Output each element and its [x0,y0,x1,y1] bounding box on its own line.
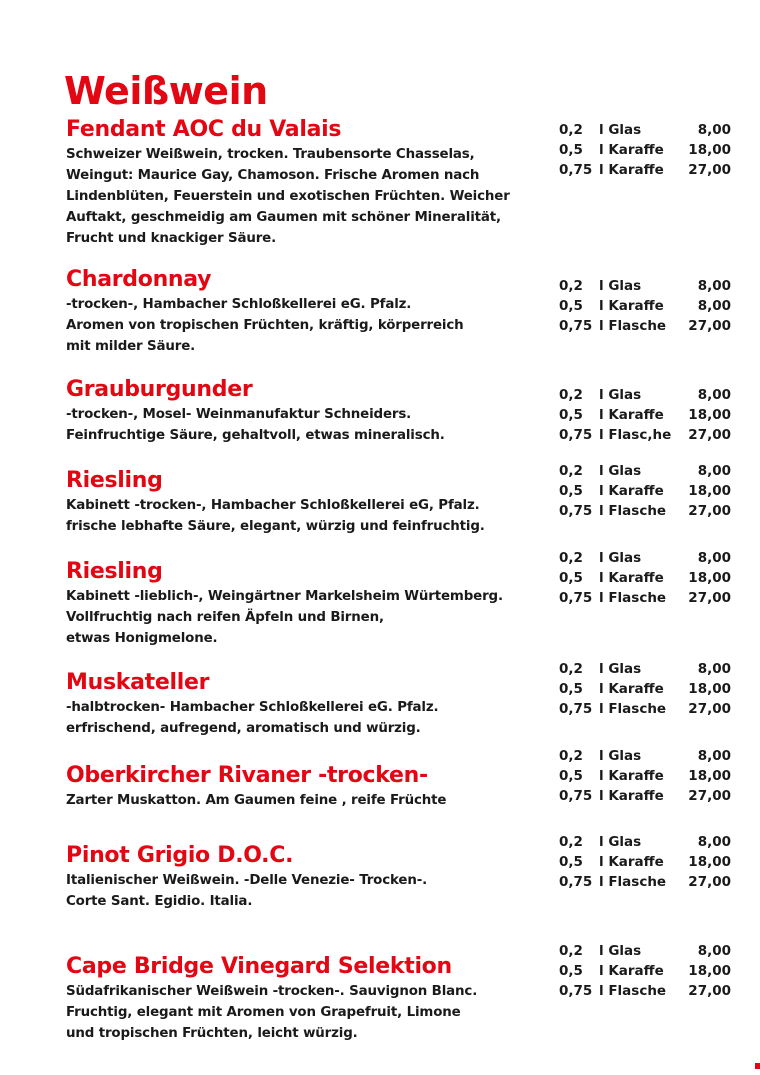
serving-unit: l Karaffe [599,142,664,158]
serving-unit: l Flasche [599,983,667,999]
price-row [559,852,734,872]
serving-unit: l Flasche [599,503,667,519]
wine-entry [66,762,566,811]
volume: 0,2 [559,278,583,294]
serving-unit: l Flasche [599,318,667,334]
price: 27,00 [688,983,731,999]
serving-unit: l Glas [599,748,642,764]
serving-unit: l Glas [599,661,642,677]
volume: 0,2 [559,834,583,850]
volume: 0,5 [559,854,583,870]
wine-name: Muskateller [66,670,210,695]
price-row [559,679,734,699]
price-row [559,405,734,425]
price: 27,00 [688,503,731,519]
price: 27,00 [688,427,731,443]
wine-name: Cape Bridge Vinegard Selektion [66,954,452,979]
wine-name: Grauburgunder [66,377,253,402]
price: 27,00 [688,318,731,334]
serving-unit: l Glas [599,387,642,403]
price-row [559,699,734,719]
price-row [559,501,734,521]
serving-unit: l Glas [599,943,642,959]
price-row [559,568,734,588]
price: 18,00 [688,681,731,697]
serving-unit: l Flasche [599,874,667,890]
price-row [559,786,734,806]
wine-description-line: -trocken-, Mosel- Weinmanufaktur Schneiders. [66,407,412,422]
price-list [559,461,734,521]
price-row [559,425,734,445]
volume: 0,2 [559,550,583,566]
volume: 0,75 [559,874,593,890]
price-row [559,981,734,1001]
price-row [559,872,734,892]
price-row [559,296,734,316]
wine-description-line: Auftakt, geschmeidig am Gaumen mit schöner Mineralität, [66,210,501,225]
wine-description-line: Südafrikanischer Weißwein -trocken-. Sauvignon Blanc. [66,984,478,999]
wine-entry [66,116,566,249]
serving-unit: l Karaffe [599,298,664,314]
wine-description-line: Schweizer Weißwein, trocken. Traubensorte Chasselas, [66,147,475,162]
volume: 0,75 [559,162,593,178]
wine-description-line: Feinfruchtige Säure, gehaltvoll, etwas mineralisch. [66,428,445,443]
wine-description-line: Frucht und knackiger Säure. [66,231,277,246]
wine-description-line: Corte Sant. Egidio. Italia. [66,894,253,909]
wine-entry [66,266,566,357]
serving-unit: l Karaffe [599,963,664,979]
wine-name: Riesling [66,559,163,584]
price: 27,00 [688,788,731,804]
wine-description-line: Aromen von tropischen Früchten, kräftig, körperreich [66,318,464,333]
wine-description-line: erfrischend, aufregend, aromatisch und würzig. [66,721,421,736]
wine-description-line: und tropischen Früchten, leicht würzig. [66,1026,358,1041]
wine-entry [66,669,566,739]
price-row [559,548,734,568]
serving-unit: l Karaffe [599,854,664,870]
volume: 0,75 [559,701,593,717]
price-row [559,461,734,481]
price: 8,00 [697,298,731,314]
price-row [559,316,734,336]
volume: 0,5 [559,407,583,423]
corner-mark [755,1063,760,1069]
price: 18,00 [688,768,731,784]
serving-unit: l Glas [599,463,642,479]
price: 27,00 [688,874,731,890]
serving-unit: l Karaffe [599,788,664,804]
price: 8,00 [697,550,731,566]
volume: 0,2 [559,748,583,764]
price-list [559,659,734,719]
volume: 0,75 [559,590,593,606]
serving-unit: l Glas [599,834,642,850]
volume: 0,75 [559,503,593,519]
wine-description-line: Italienischer Weißwein. -Delle Venezie- Trocken-. [66,873,428,888]
wine-description-line: Weingut: Maurice Gay, Chamoson. Frische Aromen nach [66,168,480,183]
volume: 0,2 [559,463,583,479]
price-list [559,746,734,806]
price-list [559,548,734,608]
price: 18,00 [688,570,731,586]
price: 27,00 [688,590,731,606]
volume: 0,5 [559,768,583,784]
price: 8,00 [697,834,731,850]
price: 18,00 [688,407,731,423]
price: 8,00 [697,463,731,479]
wine-description-line: -halbtrocken- Hambacher Schloßkellerei eG. Pfalz. [66,700,439,715]
page-title: Weißwein [64,69,268,113]
volume: 0,5 [559,570,583,586]
serving-unit: l Karaffe [599,162,664,178]
wine-entry [66,953,566,1044]
price: 8,00 [697,278,731,294]
wine-name: Fendant AOC du Valais [66,117,342,142]
volume: 0,75 [559,318,593,334]
price-row [559,588,734,608]
price-list [559,385,734,445]
price-row [559,746,734,766]
price-row [559,276,734,296]
volume: 0,2 [559,387,583,403]
wine-description-line: Zarter Muskatton. Am Gaumen feine , reife Früchte [66,793,447,808]
price: 8,00 [697,943,731,959]
price: 8,00 [697,661,731,677]
price: 27,00 [688,701,731,717]
wine-description-line: mit milder Säure. [66,339,196,354]
wine-name: Oberkircher Rivaner -trocken- [66,763,428,788]
volume: 0,5 [559,298,583,314]
serving-unit: l Karaffe [599,681,664,697]
price: 18,00 [688,854,731,870]
price: 27,00 [688,162,731,178]
serving-unit: l Karaffe [599,768,664,784]
serving-unit: l Flasche [599,590,667,606]
volume: 0,2 [559,943,583,959]
wine-description-line: Kabinett -lieblich-, Weingärtner Markelsheim Würtemberg. [66,589,503,604]
volume: 0,5 [559,963,583,979]
volume: 0,75 [559,983,593,999]
wine-description-line: Vollfruchtig nach reifen Äpfeln und Birnen, [66,610,384,625]
serving-unit: l Karaffe [599,570,664,586]
serving-unit: l Flasc,he [599,427,672,443]
wine-name: Riesling [66,468,163,493]
wine-entry [66,467,566,537]
volume: 0,75 [559,788,593,804]
price: 18,00 [688,963,731,979]
price-row [559,832,734,852]
price-list [559,832,734,892]
serving-unit: l Karaffe [599,483,664,499]
wine-entry [66,558,566,649]
price-row [559,766,734,786]
price-list [559,276,734,336]
wine-description-line: etwas Honigmelone. [66,631,218,646]
price-row [559,160,734,180]
serving-unit: l Glas [599,550,642,566]
serving-unit: l Karaffe [599,407,664,423]
price-row [559,961,734,981]
wine-description-line: frische lebhafte Säure, elegant, würzig und feinfruchtig. [66,519,485,534]
price-row [559,659,734,679]
wine-description-line: -trocken-, Hambacher Schloßkellerei eG. Pfalz. [66,297,412,312]
price: 18,00 [688,483,731,499]
price-list [559,120,734,180]
wine-name: Pinot Grigio D.O.C. [66,843,294,868]
wine-entry [66,842,566,912]
wine-description-line: Fruchtig, elegant mit Aromen von Grapefruit, Limone [66,1005,461,1020]
volume: 0,5 [559,681,583,697]
price: 8,00 [697,122,731,138]
volume: 0,2 [559,661,583,677]
wine-description-line: Kabinett -trocken-, Hambacher Schloßkellerei eG, Pfalz. [66,498,480,513]
price-row [559,120,734,140]
price-list [559,941,734,1001]
wine-description-line: Lindenblüten, Feuerstein und exotischen Früchten. Weicher [66,189,510,204]
price-row [559,481,734,501]
price-row [559,385,734,405]
price: 8,00 [697,748,731,764]
price-row [559,140,734,160]
price-row [559,941,734,961]
volume: 0,2 [559,122,583,138]
volume: 0,75 [559,427,593,443]
price: 8,00 [697,387,731,403]
wine-name: Chardonnay [66,267,212,292]
wine-entry [66,376,566,446]
serving-unit: l Glas [599,278,642,294]
price: 18,00 [688,142,731,158]
volume: 0,5 [559,142,583,158]
serving-unit: l Flasche [599,701,667,717]
volume: 0,5 [559,483,583,499]
serving-unit: l Glas [599,122,642,138]
